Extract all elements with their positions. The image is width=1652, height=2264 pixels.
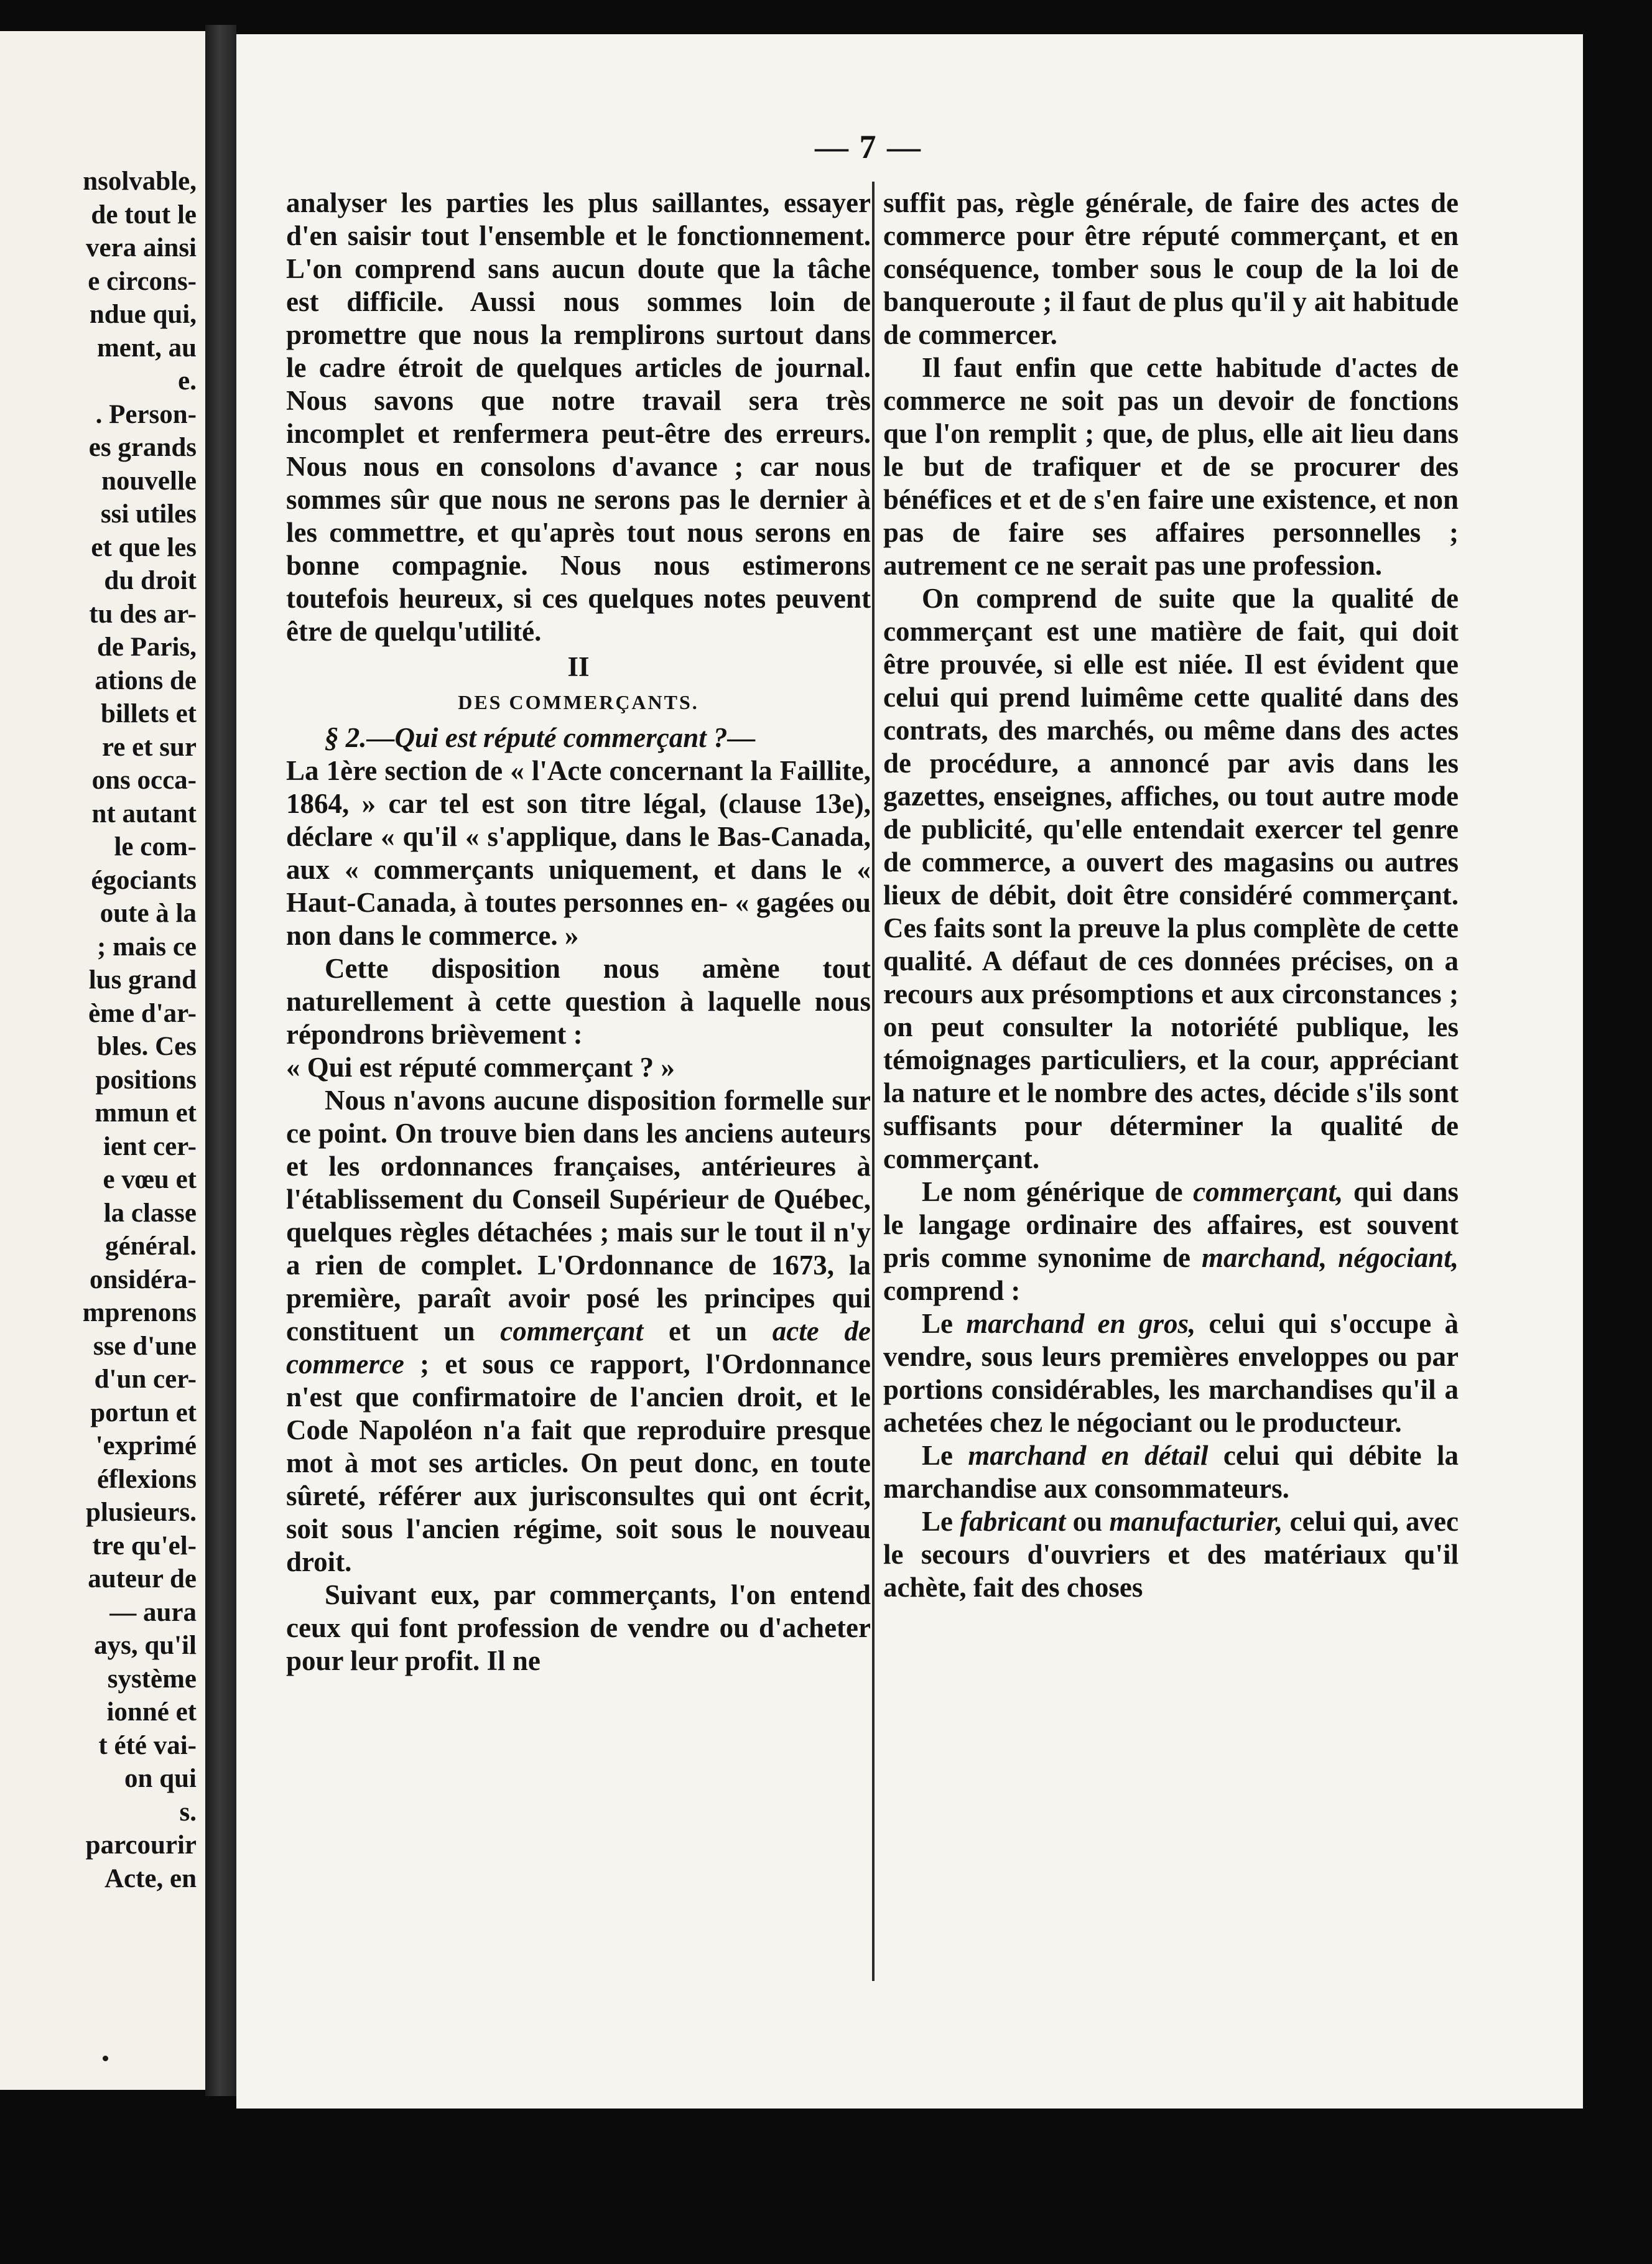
- paragraph: Le marchand en détail celui qui débite la marchandise aux consommateurs.: [883, 1440, 1459, 1504]
- facing-page-line: nt autant: [91, 799, 197, 828]
- facing-page-line: du droit: [104, 566, 197, 595]
- facing-page-line: bles. Ces: [96, 1032, 197, 1061]
- facing-page-line: e circons-: [88, 266, 197, 296]
- quoted-question: « Qui est réputé commerçant ? »: [286, 1052, 675, 1083]
- facing-page-line: es grands: [88, 433, 197, 462]
- facing-page-line: de Paris,: [96, 633, 197, 662]
- facing-page-line: sse d'une: [93, 1331, 197, 1361]
- subsection-heading: § 2.—Qui est réputé commerçant ?—: [325, 722, 756, 753]
- facing-page-line: parcourir: [85, 1830, 197, 1860]
- facing-page-line: Acte, en: [104, 1863, 197, 1893]
- facing-page-line: le com-: [114, 832, 197, 861]
- facing-page-line: billets et: [100, 699, 197, 728]
- facing-page-line: auteur de: [88, 1564, 197, 1594]
- facing-page-line: nouvelle: [101, 466, 197, 496]
- facing-page-line: portun et: [90, 1398, 197, 1427]
- facing-page-text: [0, 165, 197, 1895]
- page-number: — 7 —: [815, 128, 922, 165]
- facing-page-line: nsolvable,: [83, 167, 197, 196]
- facing-page-line: la classe: [103, 1198, 197, 1228]
- paragraph: Il faut enfin que cette habitude d'actes de commerce ne soit pas un devoir de fonctions que l'on remplit ; que, de plus, elle ait lieu dans le but de trafiquer et de se procurer des bénéfices et et de s'en faire une existence, et non pas de faire ses affaires personnelles ; autrement ce ne serait pas une profession.: [883, 352, 1459, 581]
- facing-page-line: . Person-: [95, 399, 197, 429]
- paragraph: La 1ère section de « l'Acte concernant la Faillite, 1864, » car tel est son titre légal, (clause 13e), déclare « qu'il « s'applique, dans le Bas-Canada, aux « commerçants uniquement, et dans le « Haut-Canada, à toutes personnes en- « gagées ou non dans le commerce. »: [286, 755, 871, 951]
- facing-page-fragment: [0, 31, 205, 2090]
- facing-page-line: 'exprimé: [95, 1431, 197, 1460]
- facing-page-line: ays, qu'il: [94, 1631, 197, 1660]
- paragraph: suffit pas, règle générale, de faire des actes de commerce pour être réputé commerçant, et en conséquence, tomber sous le coup de la loi de banqueroute ; il faut de plus qu'il y ait habitude de commercer.: [883, 187, 1459, 350]
- facing-page-line: général.: [105, 1232, 197, 1261]
- facing-page-line: mmun et: [95, 1098, 197, 1128]
- text-column-right: [883, 187, 1459, 1604]
- facing-page-line: ème d'ar-: [88, 998, 197, 1028]
- facing-page-line: plusieurs.: [85, 1498, 197, 1527]
- facing-page-line: tre qu'el-: [92, 1531, 197, 1561]
- paragraph: Suivant eux, par commerçants, l'on entend ceux qui font profession de vendre ou d'acheter pour leur profit. Il ne: [286, 1579, 871, 1676]
- paragraph: On comprend de suite que la qualité de commerçant est une matière de fait, qui doit être prouvée, si elle est niée. Il est évident que celui qui prend luimême cette qualité dans des contrats, des marchés, ou même dans des actes de procédure, a annoncé par avis dans les gazettes, enseignes, affiches, ou tout autre mode de publicité, qu'elle entendait exercer tel genre de commerce, a ouvert des magasins ou autres lieux de débit, doit être considéré commerçant. Ces faits sont la preuve la plus complète de cette qualité. A défaut de ces données précises, on a recours aux présomptions et aux circonstances ; on peut consulter la notoriété publique, les témoignages particuliers, et la cour, appréciant la nature et le nombre des actes, décide s'ils sont suffisants pour déterminer la qualité de commerçant.: [883, 583, 1459, 1174]
- facing-page-line: on qui: [124, 1764, 197, 1793]
- facing-page-line: ient cer-: [103, 1131, 197, 1161]
- paragraph: Cette disposition nous amène tout naturellement à cette question à laquelle nous répondrons brièvement :: [286, 953, 871, 1050]
- book-gutter: [205, 25, 236, 2096]
- facing-page-line: ons occa-: [91, 766, 197, 795]
- facing-page-line: d'un cer-: [94, 1365, 197, 1394]
- facing-page-line: ndue qui,: [89, 300, 197, 329]
- facing-page-line: ssi utiles: [100, 499, 197, 529]
- section-number: II: [567, 651, 590, 682]
- facing-page-line: système: [107, 1664, 197, 1694]
- paragraph: Nous n'avons aucune disposition formelle sur ce point. On trouve bien dans les anciens auteurs et les ordonnances françaises, antérieures à l'établissement du Conseil Supérieur de Québec, quelques règles détachées ; mais sur le tout il n'y a rien de complet. L'Ordonnance de 1673, la première, paraît avoir posé les principes qui constituent un commerçant et un acte de commerce ; et sous ce rapport, l'Ordonnance n'est que confirmatoire de l'ancien droit, et le Code Napoléon n'a fait que reproduire presque mot à mot ses articles. On peut donc, en toute sûreté, référer aux jurisconsultes qui ont écrit, soit sous l'ancien régime, soit sous le nouveau droit.: [286, 1085, 871, 1577]
- facing-page-line: positions: [95, 1065, 197, 1095]
- facing-page-line: re et sur: [101, 732, 197, 762]
- text-column-left: [286, 187, 871, 1677]
- paragraph: Le marchand en gros, celui qui s'occupe à vendre, sous leurs premières enveloppes ou par portions considérables, les marchandises qu'il a achetées chez le négociant ou le producteur.: [883, 1308, 1459, 1438]
- section-title: DES COMMERÇANTS.: [458, 691, 699, 713]
- paragraph: analyser les parties les plus saillantes, essayer d'en saisir tout l'ensemble et le fonctionnement. L'on comprend sans aucun doute que la tâche est difficile. Aussi nous sommes loin de promettre que nous la remplirons surtout dans le cadre étroit de quelques articles de journal. Nous savons que notre travail sera très incomplet et renfermera peut-être des erreurs. Nous nous en consolons d'avance ; car nous sommes sûr que nous ne serons pas le dernier à les commettre, et qu'après tout nous serons en bonne compagnie. Nous nous estimerons toutefois heureux, si ces quelques notes peuvent être de quelqu'utilité.: [286, 187, 871, 647]
- facing-page-line: éflexions: [96, 1464, 197, 1494]
- facing-page-line: e vœu et: [103, 1165, 197, 1194]
- facing-page-line: et que les: [91, 532, 197, 562]
- facing-page-line: ionné et: [106, 1697, 197, 1727]
- facing-page-line: tu des ar-: [89, 599, 197, 629]
- facing-page-line: ations de: [95, 666, 197, 695]
- ink-dot: [103, 2056, 108, 2061]
- facing-page-line: lus grand: [88, 965, 197, 995]
- facing-page-line: onsidéra-: [90, 1264, 197, 1294]
- column-divider: [872, 182, 875, 1981]
- facing-page-line: — aura: [109, 1597, 197, 1627]
- facing-page-line: ; mais ce: [97, 932, 197, 962]
- facing-page-line: e.: [178, 366, 197, 396]
- paragraph: Le fabricant ou manufacturier, celui qui, avec le secours d'ouvriers et des matériaux qu'il achète, fait des choses: [883, 1506, 1459, 1603]
- facing-page-line: de tout le: [91, 200, 197, 230]
- facing-page-line: mprenons: [82, 1298, 197, 1327]
- facing-page-line: vera ainsi: [86, 233, 197, 262]
- facing-page-line: oute à la: [100, 899, 197, 928]
- facing-page-line: s.: [179, 1797, 197, 1827]
- facing-page-line: ment, au: [96, 333, 197, 363]
- facing-page-line: t été vai-: [98, 1730, 197, 1760]
- paragraph: Le nom générique de commerçant, qui dans le langage ordinaire des affaires, est souvent pris comme synonime de marchand, négociant, comprend :: [883, 1176, 1459, 1306]
- facing-page-line: égociants: [91, 865, 197, 895]
